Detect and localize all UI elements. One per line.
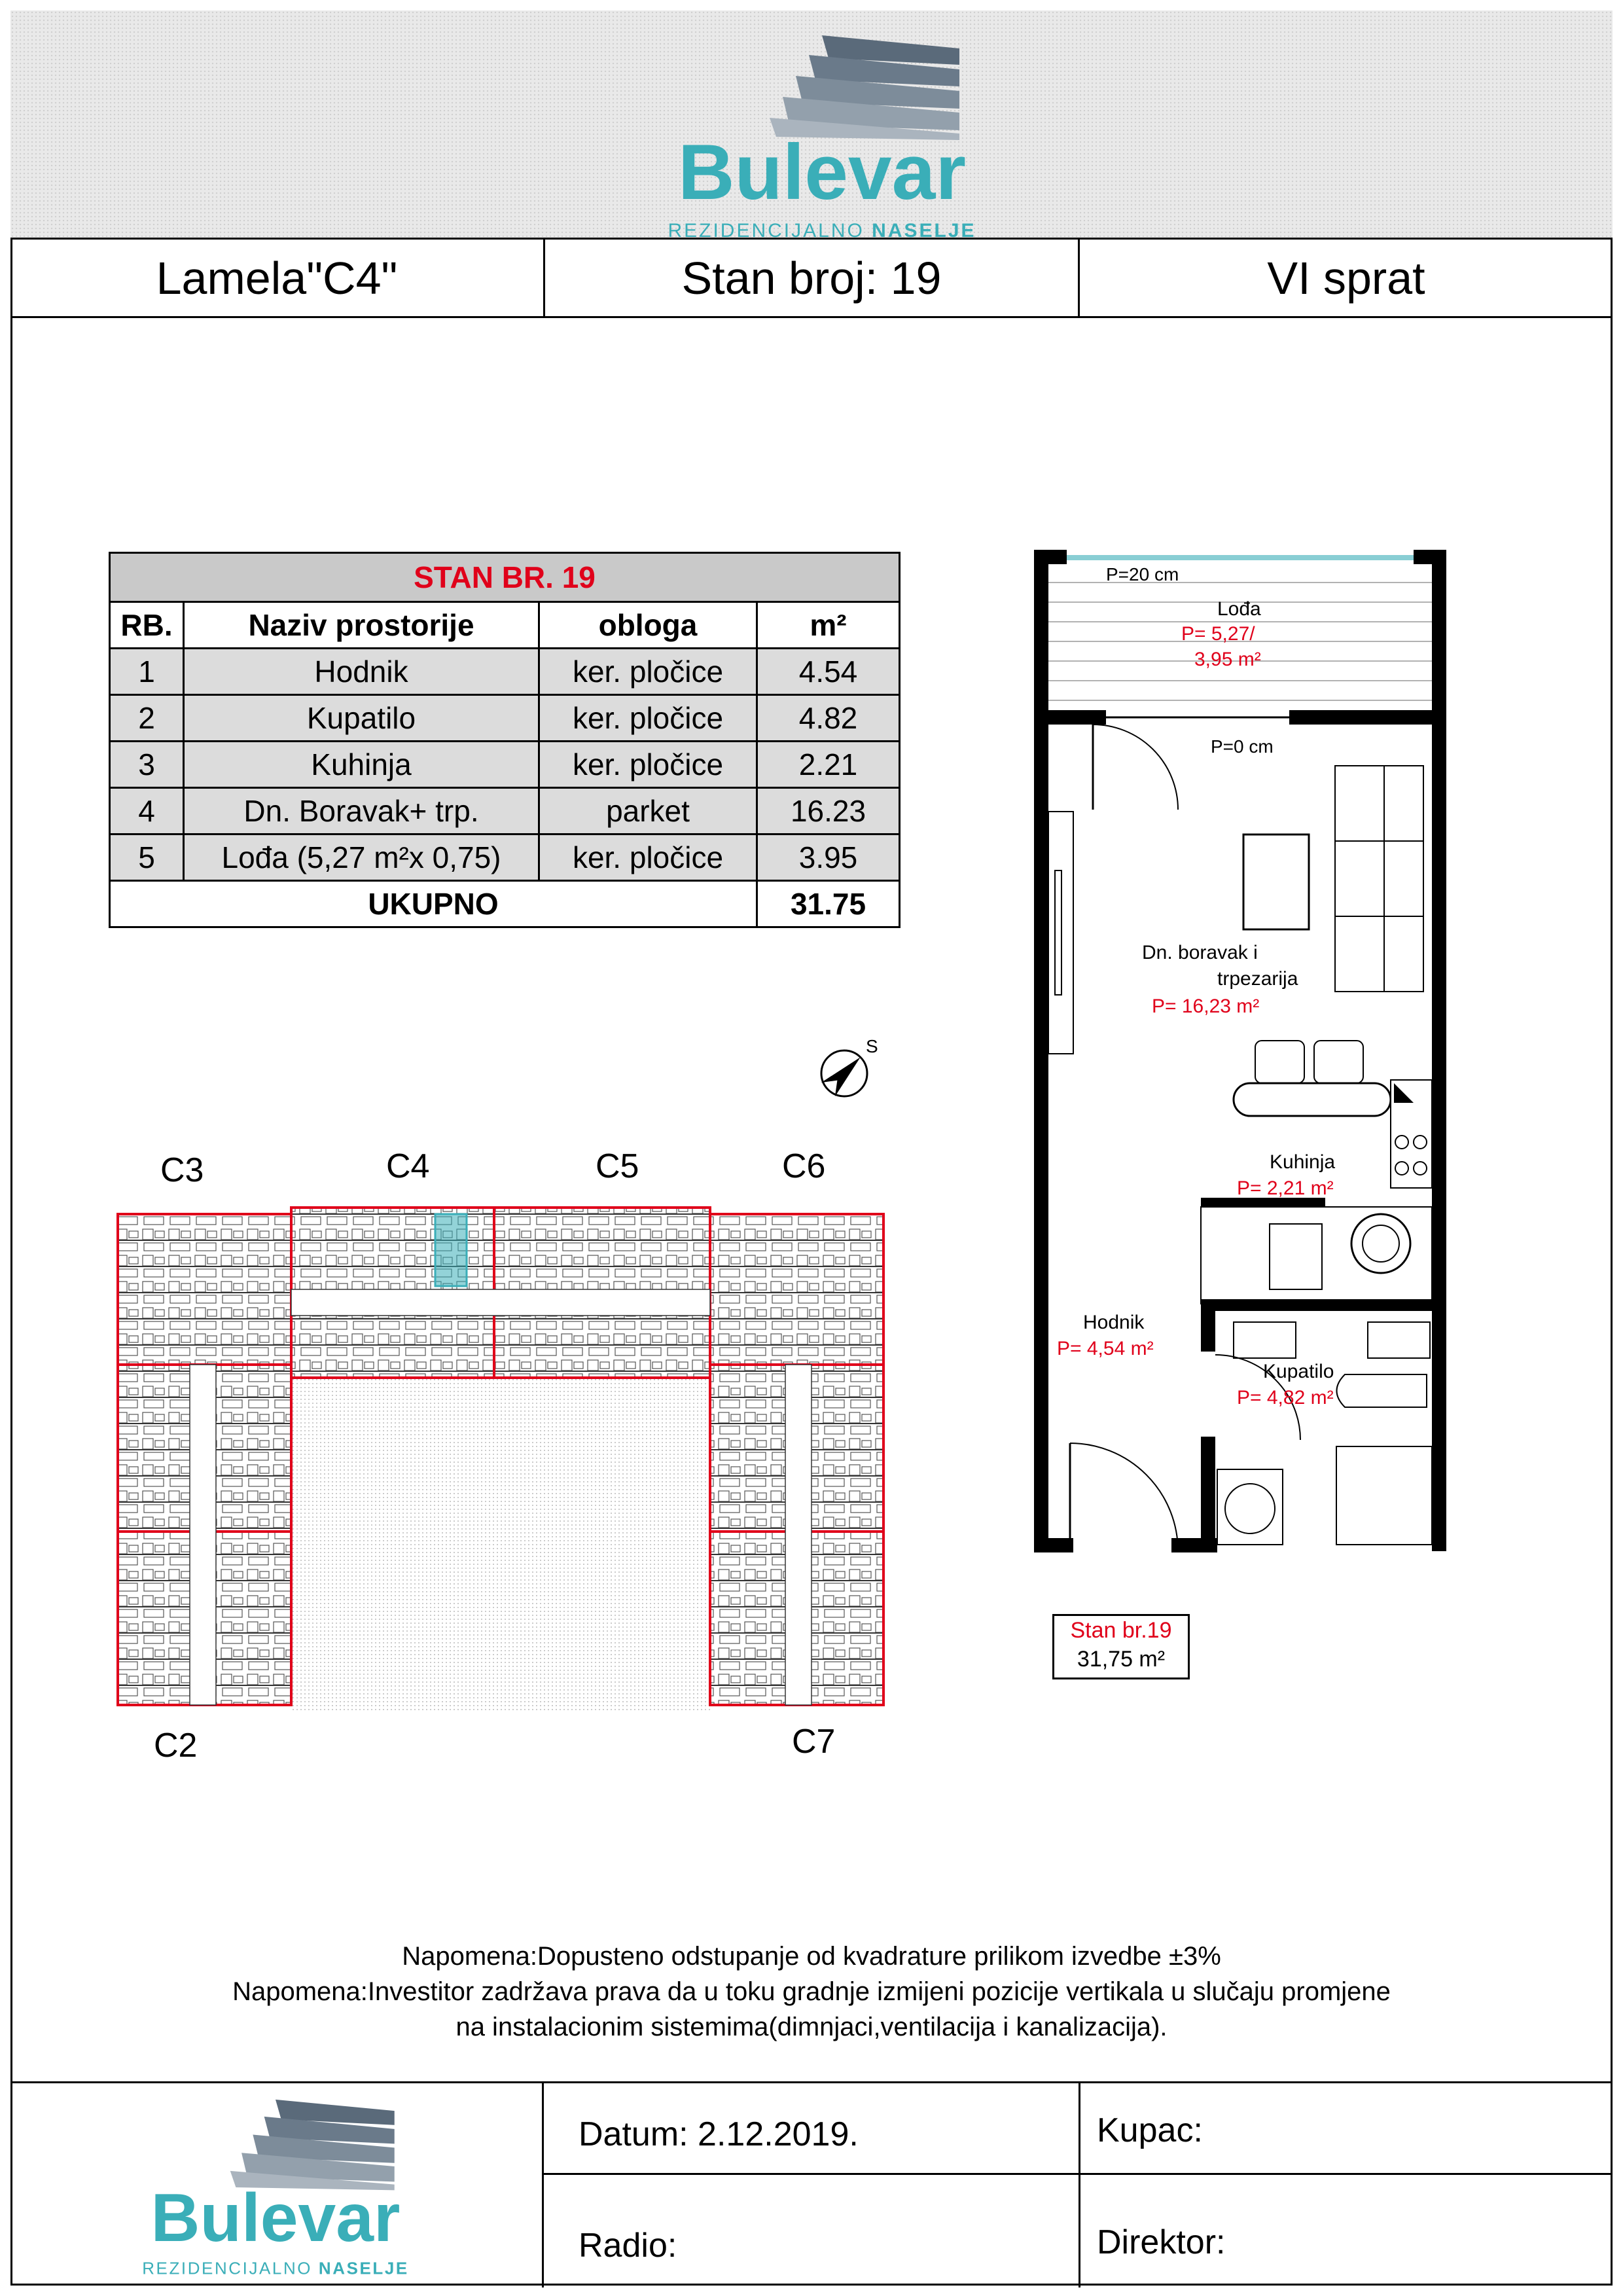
svg-text:Bulevar: Bulevar	[151, 2180, 401, 2257]
svg-text:P= 4,54 m²: P= 4,54 m²	[1057, 1338, 1154, 1359]
highlighted-apartment	[435, 1214, 467, 1286]
table-row: 4 Dn. Boravak+ trp. parket 16.23	[110, 788, 900, 834]
block-label-c6: C6	[782, 1147, 826, 1185]
kupatilo-label: Kupatilo	[1263, 1361, 1334, 1382]
block-label-c7: C7	[792, 1723, 836, 1761]
svg-text:REZIDENCIJALNO NASELJE: REZIDENCIJALNO NASELJE	[668, 220, 976, 242]
block-label-c4: C4	[386, 1147, 430, 1185]
table-row: 2 Kupatilo ker. pločice 4.82	[110, 695, 900, 742]
title-row	[10, 240, 1613, 318]
svg-text:P= 2,21 m²: P= 2,21 m²	[1237, 1177, 1334, 1199]
kuhinja-label: Kuhinja	[1270, 1151, 1336, 1173]
svg-text:P= 16,23 m²: P= 16,23 m²	[1152, 996, 1260, 1017]
table-row: 5 Lođa (5,27 m²x 0,75) ker. pločice 3.95	[110, 834, 900, 881]
table-caption: STAN BR. 19	[110, 553, 900, 602]
total-row: UKUPNO 31.75	[110, 881, 900, 927]
north-arrow-icon	[808, 1034, 880, 1106]
site-plan	[115, 1201, 897, 1712]
building-icon	[770, 35, 959, 140]
note-line-2: Napomena:Investitor zadržava prava da u toku gradnje izmijeni pozicije vertikala u slučaju promjene	[232, 1977, 1391, 2006]
col-naziv: Naziv prostorije	[184, 602, 539, 649]
brand-name: Bulevar	[677, 128, 967, 216]
floor-label: VI sprat	[1267, 252, 1425, 304]
footer	[10, 2081, 1613, 2286]
svg-text:P= 4,82 m²: P= 4,82 m²	[1237, 1387, 1334, 1408]
table-row: 1 Hodnik ker. pločice 4.54	[110, 649, 900, 695]
bulevar-logo-footer	[128, 2092, 423, 2282]
svg-text:P=0 cm: P=0 cm	[1211, 736, 1274, 757]
block-label-c3: C3	[160, 1151, 204, 1189]
col-obloga: obloga	[539, 602, 757, 649]
radio-label: Radio:	[579, 2227, 677, 2265]
block-label-c2: C2	[154, 1727, 198, 1765]
notes	[10, 1939, 1613, 2045]
building-icon	[230, 2100, 395, 2190]
kupac-label: Kupac:	[1097, 2111, 1203, 2149]
svg-text:S: S	[866, 1036, 878, 1056]
loggia-label: Lođa	[1217, 598, 1261, 620]
svg-text:3,95 m²: 3,95 m²	[1194, 649, 1261, 670]
col-m2: m²	[757, 602, 900, 649]
table-row: 3 Kuhinja ker. pločice 2.21	[110, 742, 900, 788]
header-banner	[10, 10, 1613, 240]
apartment-area-box: Stan br.19 31,75 m²	[1052, 1614, 1190, 1679]
note-line-3: na instalacionim sistemima(dimnjaci,ventilacija i kanalizacija).	[455, 2013, 1168, 2041]
svg-text:P= 5,27/: P= 5,27/	[1181, 623, 1255, 645]
direktor-label: Direktor:	[1097, 2223, 1226, 2261]
svg-text:trpezarija: trpezarija	[1217, 968, 1298, 990]
bulevar-logo	[652, 29, 992, 245]
boravak-label: Dn. boravak i	[1142, 942, 1258, 963]
col-rb: RB.	[110, 602, 184, 649]
apartment-floor-plan	[1021, 543, 1466, 1564]
note-line-1: Napomena:Dopusteno odstupanje od kvadrature prilikom izvedbe ±3%	[402, 1942, 1221, 1971]
block-label-c5: C5	[596, 1147, 639, 1185]
loggia-p20: P=20 cm	[1106, 564, 1179, 584]
lamela-label: Lamela"C4"	[10, 240, 545, 316]
datum-label: Datum: 2.12.2019.	[579, 2115, 859, 2153]
stan-number: Stan broj: 19	[545, 240, 1080, 316]
hodnik-label: Hodnik	[1083, 1312, 1145, 1333]
svg-text:REZIDENCIJALNO NASELJE: REZIDENCIJALNO NASELJE	[142, 2258, 409, 2278]
rooms-table	[109, 552, 901, 928]
